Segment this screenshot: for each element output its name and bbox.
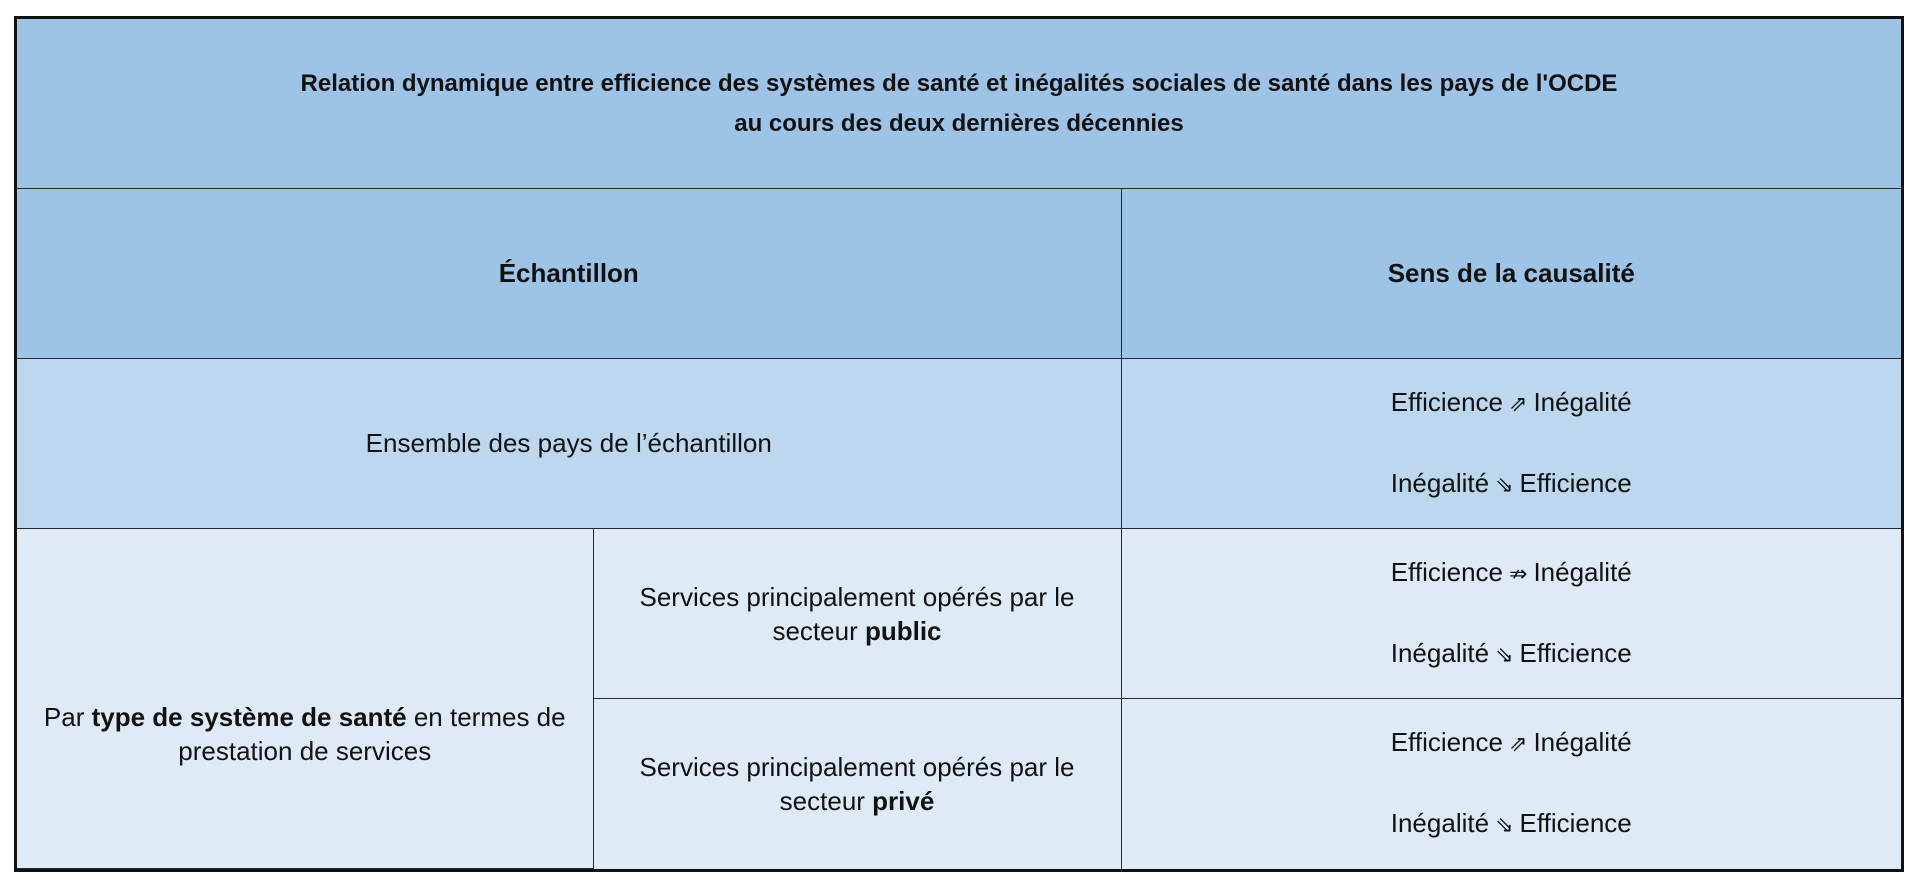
by-type-suffix: en termes de prestation de services (178, 701, 566, 766)
sample-private-sector (593, 699, 1121, 869)
public-label-text: Services principalement opérés par le secteur (639, 581, 1075, 646)
causality-line (1391, 466, 1632, 503)
effect-term: Efficience (1519, 467, 1632, 498)
causality-line (1391, 385, 1632, 422)
arrow-down-right-icon: ⇘ (1495, 812, 1514, 838)
causality-line (1391, 555, 1632, 592)
arrow-down-right-icon: ⇘ (1495, 642, 1514, 668)
sample-public-sector (593, 529, 1121, 699)
causality-line (1391, 636, 1632, 673)
by-type-emphasis: type de système de santé (91, 701, 407, 732)
header-row (17, 189, 1901, 359)
causality-private-sector (1121, 699, 1901, 869)
title-row (17, 19, 1901, 189)
no-causality-arrow-icon: ⇏ (1509, 561, 1528, 587)
effect-term: Inégalité (1533, 386, 1632, 417)
causality-table (17, 19, 1901, 869)
private-label-emphasis: privé (872, 785, 935, 816)
public-label-emphasis: public (864, 615, 942, 646)
cause-term: Efficience (1390, 556, 1504, 587)
arrow-up-right-icon: ⇗ (1509, 731, 1528, 757)
table-row-all-countries (17, 359, 1901, 529)
private-label-text: Services principalement opérés par le secteur (639, 751, 1075, 816)
causality-table-frame (14, 16, 1904, 872)
table-title-line-1: Relation dynamique entre efficience des systèmes de santé et inégalités sociales de santé dans les pays de l'OCDE (300, 69, 1618, 97)
table-row-public (17, 529, 1901, 699)
causality-line (1391, 725, 1632, 762)
table-title (17, 19, 1901, 189)
effect-term: Efficience (1519, 637, 1632, 668)
cause-term: Inégalité (1390, 807, 1490, 838)
cause-term: Efficience (1390, 386, 1504, 417)
cause-term: Efficience (1390, 726, 1504, 757)
effect-term: Inégalité (1533, 556, 1632, 587)
cause-term: Inégalité (1390, 637, 1490, 668)
causality-public-sector (1121, 529, 1901, 699)
causality-line (1391, 806, 1632, 843)
effect-term: Inégalité (1533, 726, 1632, 757)
sample-by-system-type (17, 529, 593, 869)
effect-term: Efficience (1519, 807, 1632, 838)
header-causality: Sens de la causalité (1121, 189, 1901, 359)
table-title-line-2: au cours des deux dernières décennies (734, 109, 1184, 137)
arrow-down-right-icon: ⇘ (1495, 472, 1514, 498)
causality-all-countries (1121, 359, 1901, 529)
header-sample: Échantillon (17, 189, 1121, 359)
cause-term: Inégalité (1390, 467, 1490, 498)
arrow-up-right-icon: ⇗ (1509, 391, 1528, 417)
sample-all-countries: Ensemble des pays de l’échantillon (17, 359, 1121, 529)
by-type-prefix: Par (43, 701, 92, 732)
